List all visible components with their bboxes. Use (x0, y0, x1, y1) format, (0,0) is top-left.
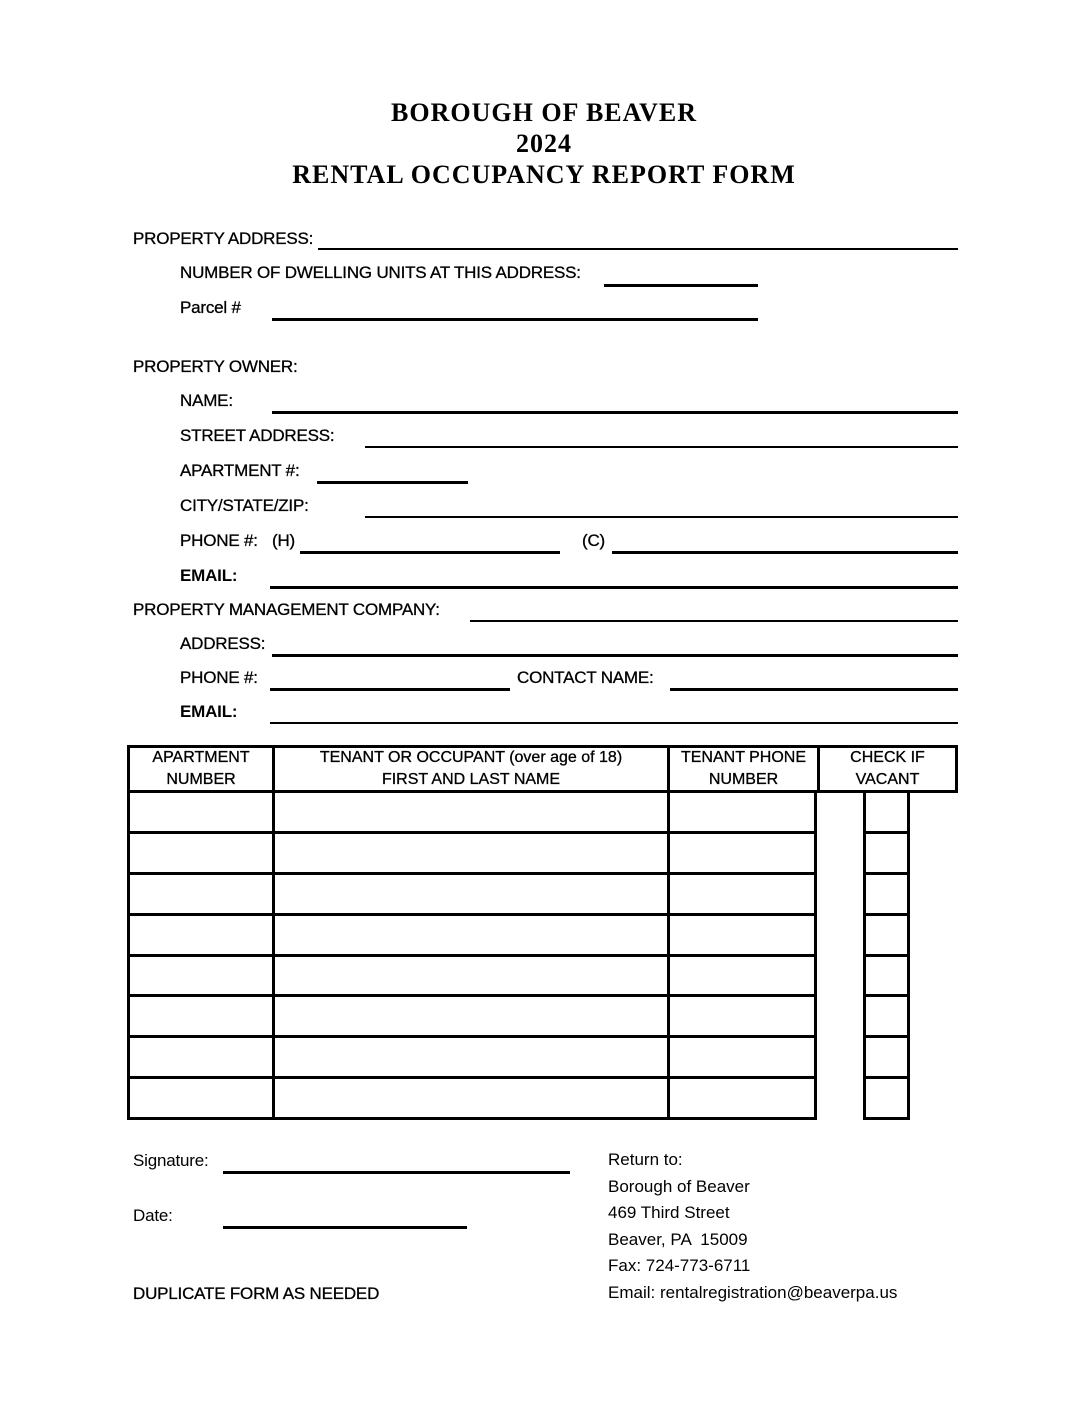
table-row (130, 875, 814, 916)
table-row (130, 997, 814, 1038)
signature-label: Signature: (133, 1151, 209, 1170)
vacant-checkbox[interactable] (866, 1079, 907, 1120)
tenant-phone-cell[interactable] (667, 1038, 814, 1076)
return-to-line: Return to: (608, 1150, 683, 1169)
header-vacant-line1: CHECK IF (850, 749, 925, 766)
table-row (130, 916, 814, 957)
owner-phone-cell-field[interactable] (612, 551, 958, 554)
parcel-number-field[interactable] (272, 318, 758, 321)
tenant-table-header (127, 745, 958, 793)
dwelling-units-label: NUMBER OF DWELLING UNITS AT THIS ADDRESS: (180, 263, 581, 282)
vacant-checkbox[interactable] (866, 793, 907, 834)
date-field[interactable] (223, 1226, 467, 1229)
date-label: Date: (133, 1206, 173, 1225)
form-title-line1: BOROUGH OF BEAVER (391, 98, 697, 127)
apartment-number-cell[interactable] (130, 834, 272, 872)
tenant-phone-cell[interactable] (667, 793, 814, 831)
tenant-name-cell[interactable] (272, 916, 667, 954)
tenant-name-cell[interactable] (272, 875, 667, 913)
header-tenant-phone (667, 748, 817, 790)
table-row (130, 957, 814, 998)
dwelling-units-field[interactable] (604, 284, 758, 287)
return-address-block (608, 1147, 897, 1306)
management-company-field[interactable] (470, 620, 958, 622)
apartment-number-cell[interactable] (130, 875, 272, 913)
form-title-line3: RENTAL OCCUPANCY REPORT FORM (292, 160, 796, 189)
owner-phone-label: PHONE #: (180, 531, 258, 550)
duplicate-note: DUPLICATE FORM AS NEEDED (133, 1284, 380, 1303)
management-phone-field[interactable] (270, 688, 510, 691)
management-email-field[interactable] (270, 722, 958, 724)
owner-phone-home-label: (H) (272, 531, 295, 550)
header-tenant-name (272, 748, 667, 790)
management-contact-label: CONTACT NAME: (517, 668, 654, 687)
owner-apartment-label: APARTMENT #: (180, 461, 300, 480)
tenant-name-cell[interactable] (272, 957, 667, 995)
header-tenant-line1: TENANT OR OCCUPANT (over age of 18) (319, 749, 623, 766)
owner-name-label: NAME: (180, 391, 233, 410)
table-row (130, 793, 814, 834)
tenant-phone-cell[interactable] (667, 916, 814, 954)
owner-phone-home-field[interactable] (300, 551, 560, 554)
owner-street-label: STREET ADDRESS: (180, 426, 335, 445)
owner-apartment-field[interactable] (317, 481, 468, 484)
owner-city-state-zip-field[interactable] (365, 516, 958, 518)
tenant-name-cell[interactable] (272, 1079, 667, 1117)
header-apartment-line2: NUMBER (166, 771, 236, 788)
apartment-number-cell[interactable] (130, 957, 272, 995)
apartment-number-cell[interactable] (130, 916, 272, 954)
owner-name-field[interactable] (272, 411, 958, 414)
tenant-table-body (127, 793, 817, 1120)
return-city-line: Beaver, PA 15009 (608, 1229, 748, 1249)
property-owner-heading: PROPERTY OWNER: (133, 357, 298, 376)
tenant-phone-cell[interactable] (667, 997, 814, 1035)
vacant-checkbox-strip (863, 793, 910, 1120)
owner-email-label: EMAIL: (180, 566, 238, 585)
header-apartment-number (130, 748, 272, 790)
table-row (130, 1079, 814, 1120)
management-contact-field[interactable] (670, 688, 958, 691)
table-row (130, 834, 814, 875)
tenant-phone-cell[interactable] (667, 875, 814, 913)
tenant-phone-cell[interactable] (667, 834, 814, 872)
tenant-phone-cell[interactable] (667, 957, 814, 995)
header-phone-line1: TENANT PHONE (680, 749, 807, 766)
owner-email-field[interactable] (270, 586, 958, 589)
header-apartment-line1: APARTMENT (152, 749, 250, 766)
apartment-number-cell[interactable] (130, 1038, 272, 1076)
table-row (130, 1038, 814, 1079)
tenant-name-cell[interactable] (272, 997, 667, 1035)
vacant-checkbox[interactable] (866, 997, 907, 1038)
parcel-number-label: Parcel # (180, 298, 241, 317)
owner-street-field[interactable] (365, 446, 958, 448)
header-vacant-line2: VACANT (855, 771, 920, 788)
owner-phone-cell-label: (C) (582, 531, 605, 550)
apartment-number-cell[interactable] (130, 1079, 272, 1117)
vacant-checkbox[interactable] (866, 957, 907, 998)
tenant-name-cell[interactable] (272, 1038, 667, 1076)
signature-field[interactable] (223, 1171, 570, 1174)
vacant-checkbox[interactable] (866, 875, 907, 916)
management-phone-label: PHONE #: (180, 668, 258, 687)
apartment-number-cell[interactable] (130, 997, 272, 1035)
tenant-name-cell[interactable] (272, 834, 667, 872)
return-borough-line: Borough of Beaver (608, 1176, 750, 1196)
management-address-label: ADDRESS: (180, 634, 266, 653)
management-email-label: EMAIL: (180, 702, 238, 721)
return-street-line: 469 Third Street (608, 1203, 730, 1222)
header-check-if-vacant (817, 748, 955, 790)
header-phone-line2: NUMBER (708, 771, 779, 788)
return-email-line: Email: rentalregistration@beaverpa.us (608, 1282, 898, 1302)
form-title-year: 2024 (516, 129, 572, 158)
property-address-label: PROPERTY ADDRESS: (133, 229, 314, 248)
vacant-checkbox[interactable] (866, 1038, 907, 1079)
management-address-field[interactable] (272, 654, 958, 657)
owner-city-state-zip-label: CITY/STATE/ZIP: (180, 496, 309, 515)
vacant-checkbox[interactable] (866, 834, 907, 875)
property-address-field[interactable] (318, 248, 958, 250)
tenant-name-cell[interactable] (272, 793, 667, 831)
vacant-checkbox[interactable] (866, 916, 907, 957)
return-fax-line: Fax: 724-773-6711 (608, 1256, 751, 1275)
apartment-number-cell[interactable] (130, 793, 272, 831)
tenant-phone-cell[interactable] (667, 1079, 814, 1117)
management-heading: PROPERTY MANAGEMENT COMPANY: (133, 600, 440, 619)
header-tenant-line2: FIRST AND LAST NAME (381, 771, 561, 788)
